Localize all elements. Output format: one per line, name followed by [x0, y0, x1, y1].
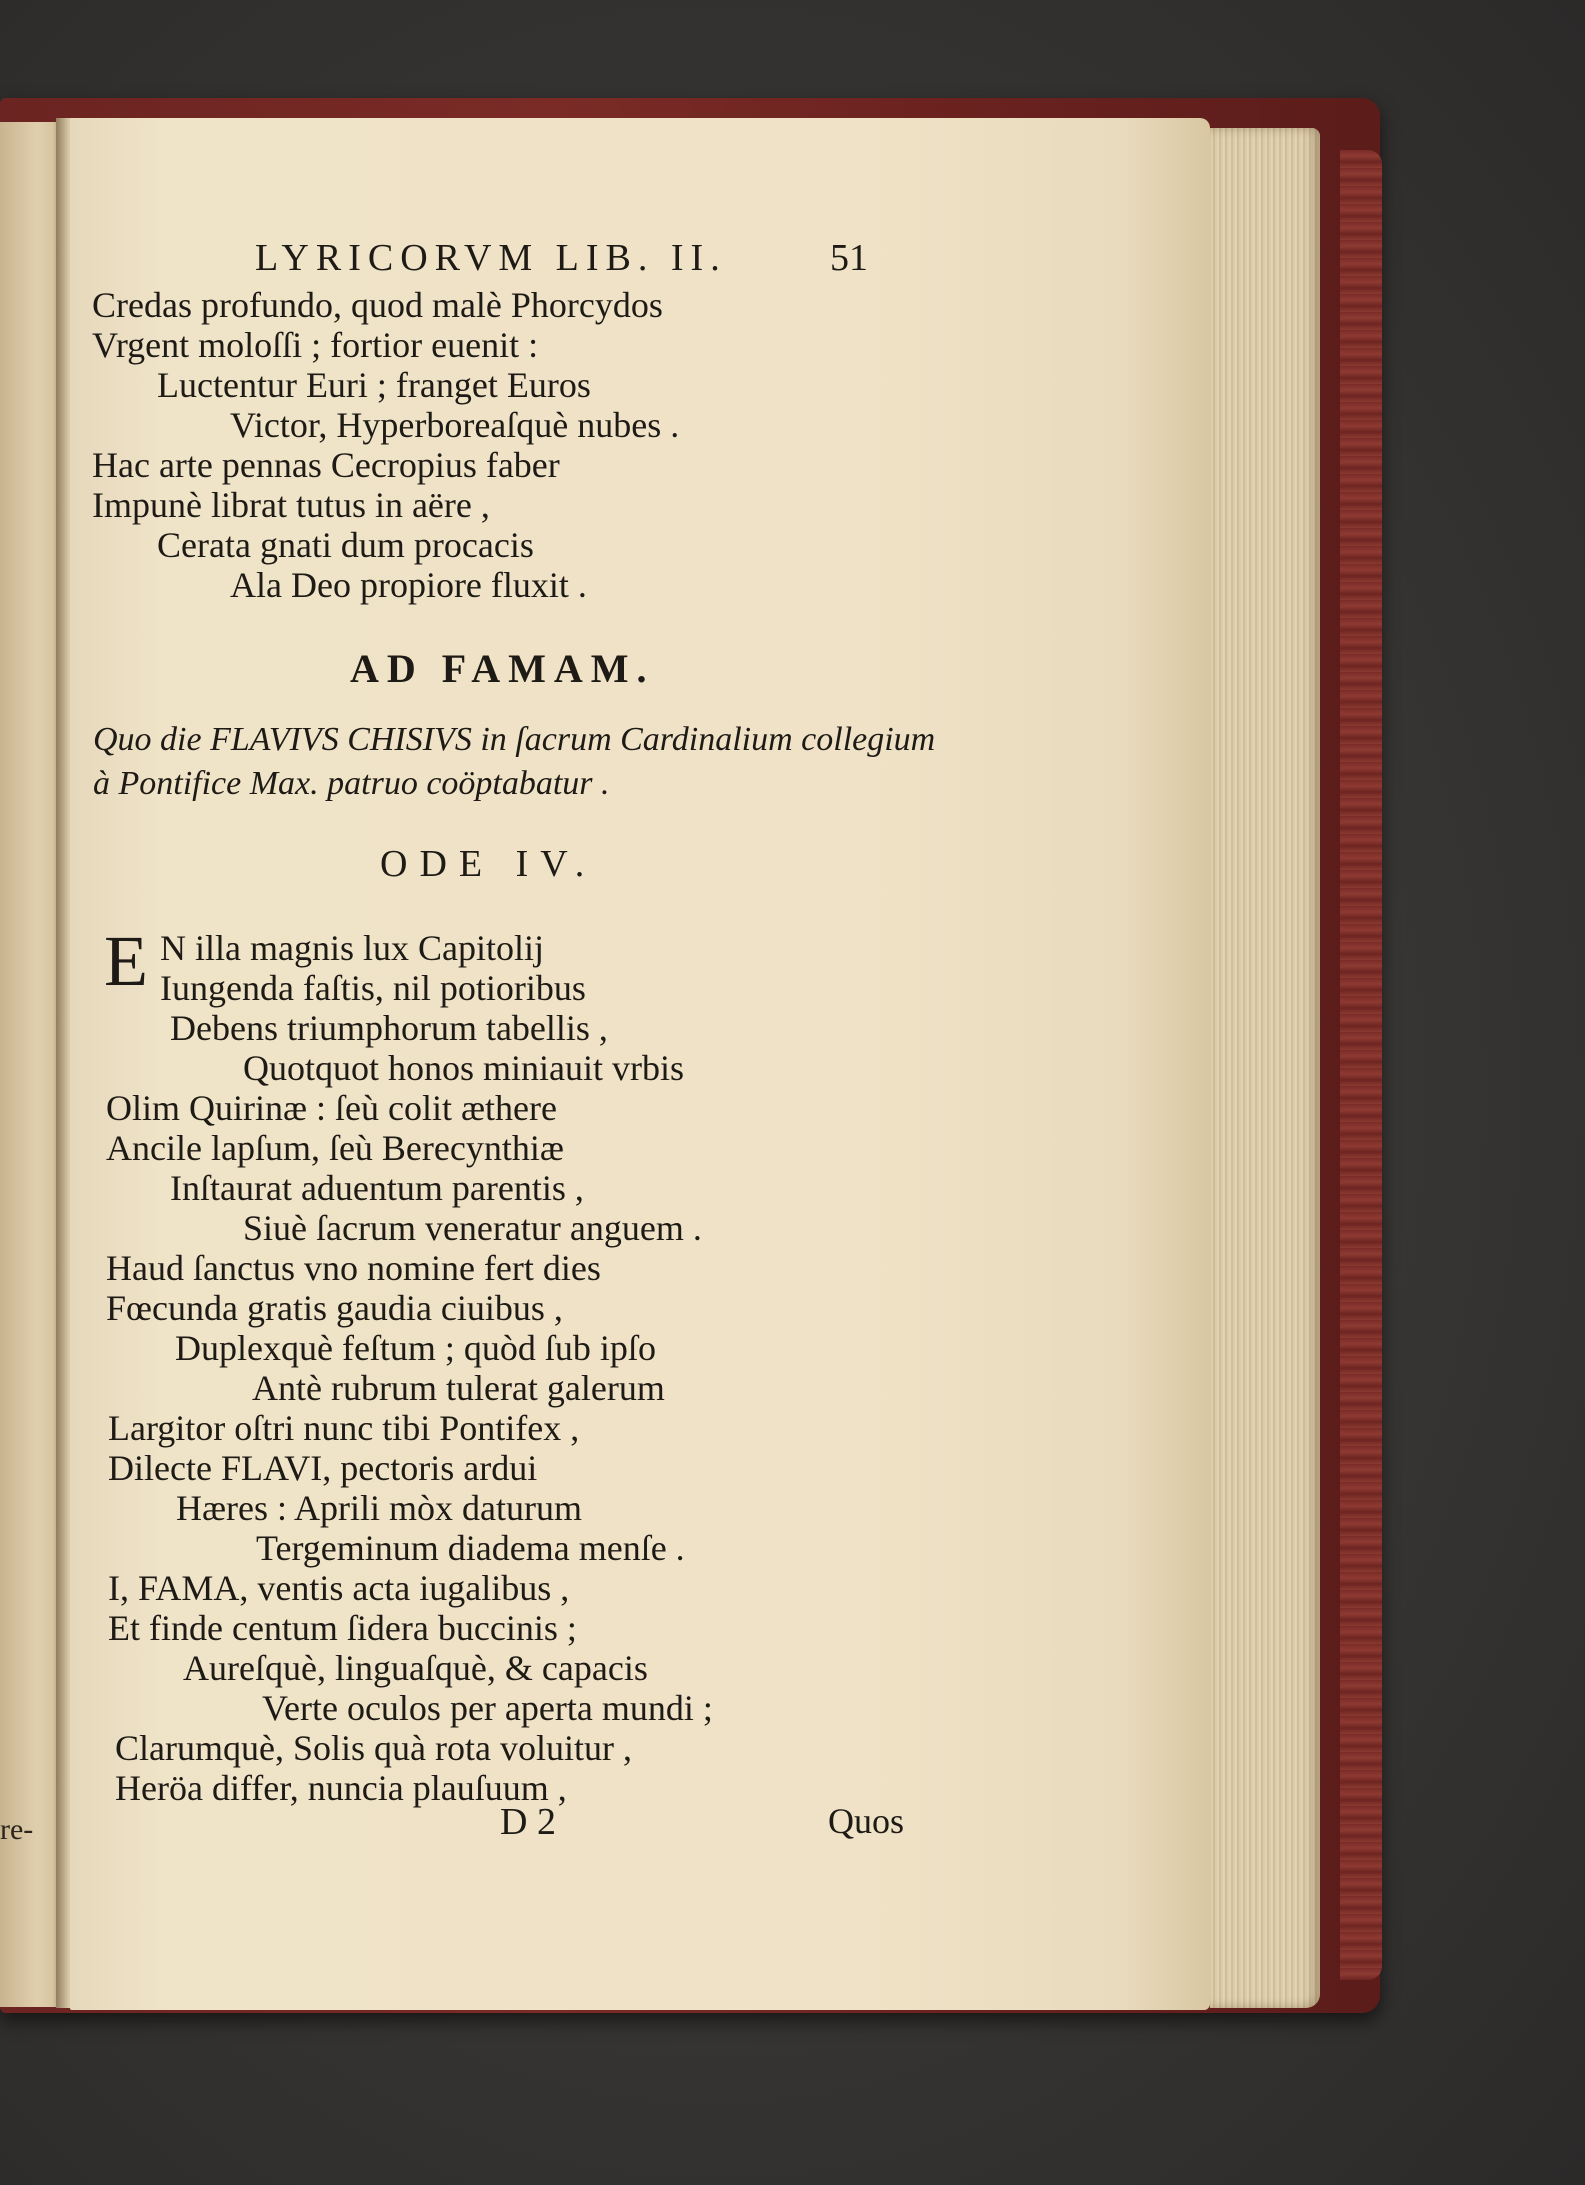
- verse-line: Quotquot honos miniauit vrbis: [243, 1048, 684, 1088]
- cover-edge: [1340, 150, 1382, 1980]
- running-head-title: LYRICORVM LIB. II.: [255, 237, 727, 279]
- verse-line: Tergeminum diadema menſe .: [256, 1528, 685, 1568]
- poem-title: AD FAMAM.: [350, 646, 655, 691]
- verse-line: Iungenda faſtis, nil potioribus: [160, 968, 586, 1008]
- verse-line: Haud ſanctus vno nomine fert dies: [106, 1248, 601, 1288]
- verse-line: Heröa differ, nuncia plauſuum ,: [115, 1768, 567, 1808]
- verse-line: Largitor oſtri nunc tibi Pontifex ,: [108, 1408, 580, 1448]
- verse-line: Duplexquè feſtum ; quòd ſub ipſo: [175, 1328, 656, 1368]
- signature-mark: D 2: [500, 1801, 556, 1843]
- catchword: Quos: [828, 1801, 905, 1841]
- verse-line: Aureſquè, linguaſquè, & capacis: [183, 1648, 648, 1688]
- ode-heading: ODE IV.: [380, 843, 597, 885]
- verse-line: I, FAMA, ventis acta iugalibus ,: [108, 1568, 570, 1608]
- left-page-fragment: re-: [0, 1813, 34, 1846]
- verse-line: Hæres : Aprili mòx daturum: [176, 1488, 582, 1528]
- verse-line: N illa magnis lux Capitolij: [160, 928, 544, 968]
- verse-line: Ancile lapſum, ſeù Berecynthiæ: [106, 1128, 564, 1168]
- verse-line: Olim Quirinæ : ſeù colit æthere: [106, 1088, 557, 1128]
- dedication: Quo die FLAVIVS CHISIVS in ſacrum Cardinalium collegium à Pontifice Max. patruo coöptabatur .: [93, 721, 936, 802]
- verse-line: Dilecte FLAVI, pectoris ardui: [108, 1448, 538, 1488]
- verse-line: Clarumquè, Solis quà rota voluitur ,: [115, 1728, 632, 1768]
- page-edges: [1210, 128, 1320, 2008]
- verse-line: Inſtaurat aduentum parentis ,: [170, 1168, 584, 1208]
- verse-line: Victor, Hyperboreaſquè nubes .: [230, 405, 680, 445]
- verse-line: Antè rubrum tulerat galerum: [252, 1368, 665, 1408]
- verse-line: Siuè ſacrum veneratur anguem .: [243, 1208, 702, 1248]
- verse-line: Impunè librat tutus in aëre ,: [92, 485, 490, 525]
- verse-line: Vrgent moloſſi ; fortior euenit :: [92, 325, 539, 365]
- verse-line: Debens triumphorum tabellis ,: [170, 1008, 608, 1048]
- verse-line: Luctentur Euri ; franget Euros: [157, 365, 591, 405]
- page-number: 51: [830, 237, 868, 279]
- verse-line: Cerata gnati dum procacis: [157, 525, 534, 565]
- drop-capital: E: [104, 921, 148, 1001]
- left-page-edge: [0, 122, 62, 2007]
- verse-line: Et finde centum ſidera buccinis ;: [108, 1608, 577, 1648]
- verse-line: Hac arte pennas Cecropius faber: [92, 445, 560, 485]
- verse-line: Ala Deo propiore fluxit .: [230, 565, 587, 605]
- verse-line: Credas profundo, quod malè Phorcydos: [92, 285, 663, 325]
- running-head: [255, 236, 905, 280]
- verse-line: Verte oculos per aperta mundi ;: [262, 1688, 713, 1728]
- verse-line: Fœcunda gratis gaudia ciuibus ,: [106, 1288, 563, 1328]
